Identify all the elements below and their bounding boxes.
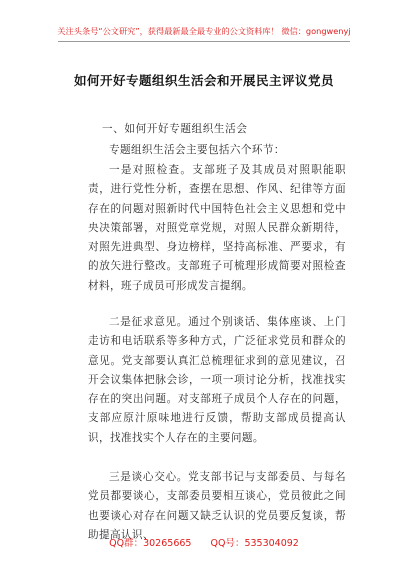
footer-qq-number: QQ号：535304092 (210, 538, 299, 549)
intro-paragraph: 专题组织生活会主要包括六个环节： (109, 144, 285, 156)
footer-qq-group: QQ群：30265665 (109, 538, 192, 549)
document-title: 如何开好专题组织生活会和开展民主评议党员 (73, 73, 334, 88)
paragraph-feedback: 二是征求意见。通过个别谈话、集体座谈、上门走访和电话联系等多种方式，广泛征求党员和群众的意见。党支部要认真汇总梳理征求到的意见建议，召开会议集体把脉会诊，一项一项讨论分析，找准找实存在的突出问题。对支部班子成员个人存在的问题，支部应原汁原味地进行反馈，帮助支部成员提高认识，找准找实个人存在的主要问题。 (88, 316, 346, 444)
header-promo-note: 关注头条号“公文研究”，获得最新最全最专业的公文资料库！ 微信：gongwenyj (57, 26, 351, 36)
section-heading: 一、如何开好专题组织生活会 (102, 123, 248, 135)
header-divider (58, 41, 350, 42)
footer-contact (0, 535, 408, 549)
paragraph-check: 一是对照检查。支部班子及其成员对照职能职责，进行党性分析，查摆在思想、作风、纪律等方面存在的问题对照新时代中国特色社会主义思想和党中央决策部署，对照党章党规，对照人民群众新期待，对照先进典型、身边榜样，坚持高标准、严要求，有的放矢进行整改。支部班子可梳理形成简要对照检查材料，班子成员可形成发言提纲。 (88, 164, 346, 292)
paragraph-heart-talk: 三是谈心交心。党支部书记与支部委员、与每名党员都要谈心，支部委员要相互谈心，党员彼此之间也要谈心对存在问题又缺乏认识的党员要反复谈，帮助提高认识、 (88, 471, 346, 541)
